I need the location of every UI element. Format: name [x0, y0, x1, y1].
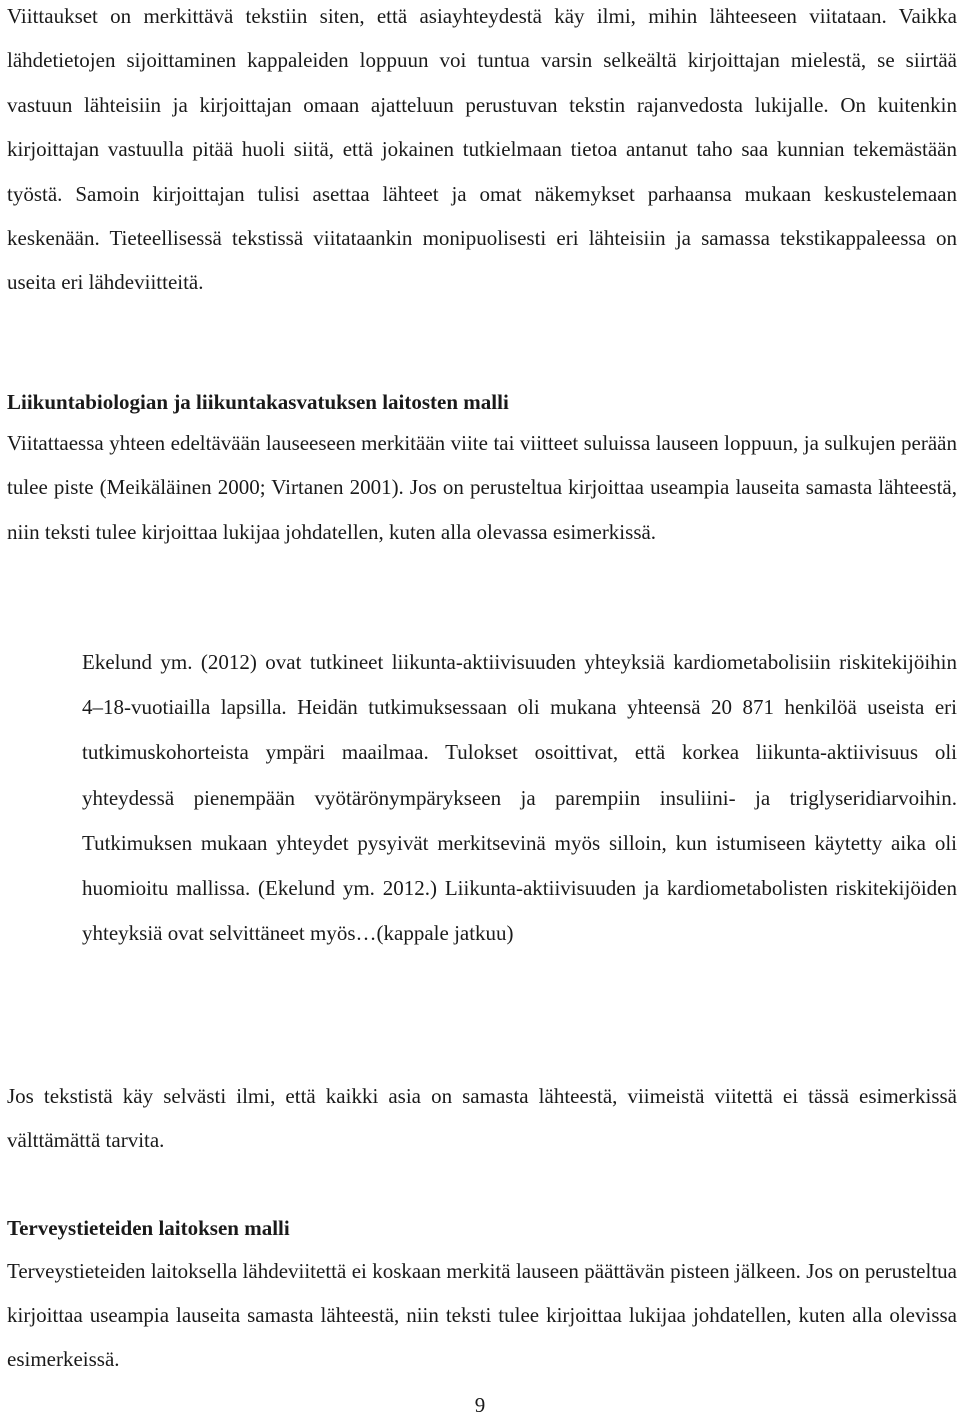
paragraph-citation-note: Jos tekstistä käy selvästi ilmi, että kaikki asia on samasta lähteestä, viimeistä viitettä ei tässä esimerkissä välttämättä tarvita.: [7, 1084, 957, 1152]
paragraph-citation-intro: Viittaukset on merkittävä tekstiin siten, että asiayhteydestä käy ilmi, mihin lähteeseen viitataan. Vaikka lähdetietojen sijoittaminen kappaleiden loppuun voi tuntua varsin selkeältä kirjoittajan mielestä, se siirtää vastuun lähteisiin ja kirjoittajan omaan ajatteluun perustuvan tekstin rajanvedosta lukijalle. On kuitenkin kirjoittajan vastuulla pitää huoli siitä, että jokainen tutkielmaan tietoa antanut taho saa kunnian tekemästään työstä. Samoin kirjoittajan tulisi asettaa lähteet ja omat näkemykset parhaansa mukaan keskustelemaan keskenään. Tieteellisessä tekstissä viitataankin monipuolisesti eri lähteisiin ja samassa tekstikappaleessa on useita eri lähdeviitteitä.: [7, 4, 957, 295]
heading-liikuntabiologia-model: Liikuntabiologian ja liikuntakasvatuksen laitosten malli: [7, 390, 509, 414]
page-number: 9: [474, 1393, 486, 1417]
paragraph-citation-rule: Viitattaessa yhteen edeltävään lauseeseen merkitään viite tai viitteet suluissa lauseen loppuun, ja sulkujen perään tulee piste (Meikäläinen 2000; Virtanen 2001). Jos on perusteltua kirjoittaa useampia lauseita samasta lähteestä, niin teksti tulee kirjoittaa lukijaa johdatellen, kuten alla olevassa esimerkissä.: [7, 431, 957, 544]
paragraph-terveystieteet-rule: Terveystieteiden laitoksella lähdeviitettä ei koskaan merkitä lauseen päättävän pisteen jälkeen. Jos on perusteltua kirjoittaa useampia lauseita samasta lähteestä, niin teksti tulee kirjoittaa lukijaa johdatellen, kuten alla olevissa esimerkeissä.: [7, 1259, 957, 1371]
example-paragraph: Ekelund ym. (2012) ovat tutkineet liikunta-aktiivisuuden yhteyksiä kardiometabolisiin riskitekijöihin 4–18-vuotiailla lapsilla. Heidän tutkimuksessaan oli mukana yhteensä 20 871 henkilöä useista eri tutkimuskohorteista ympäri maailmaa. Tulokset osoittivat, että korkea liikunta-aktiivisuus oli yhteydessä pienempään vyötärönympärykseen ja parempiin insuliini- ja triglyseridiarvoihin. Tutkimuksen mukaan yhteydet pysyivät merkitsevinä myös silloin, kun istumiseen käytetty aika oli huomioitu mallissa. (Ekelund ym. 2012.) Liikunta-aktiivisuuden ja kardiometabolisten riskitekijöiden yhteyksiä ovat selvittäneet myös…(kappale jatkuu): [82, 650, 957, 946]
heading-terveystieteet-model: Terveystieteiden laitoksen malli: [7, 1216, 290, 1240]
